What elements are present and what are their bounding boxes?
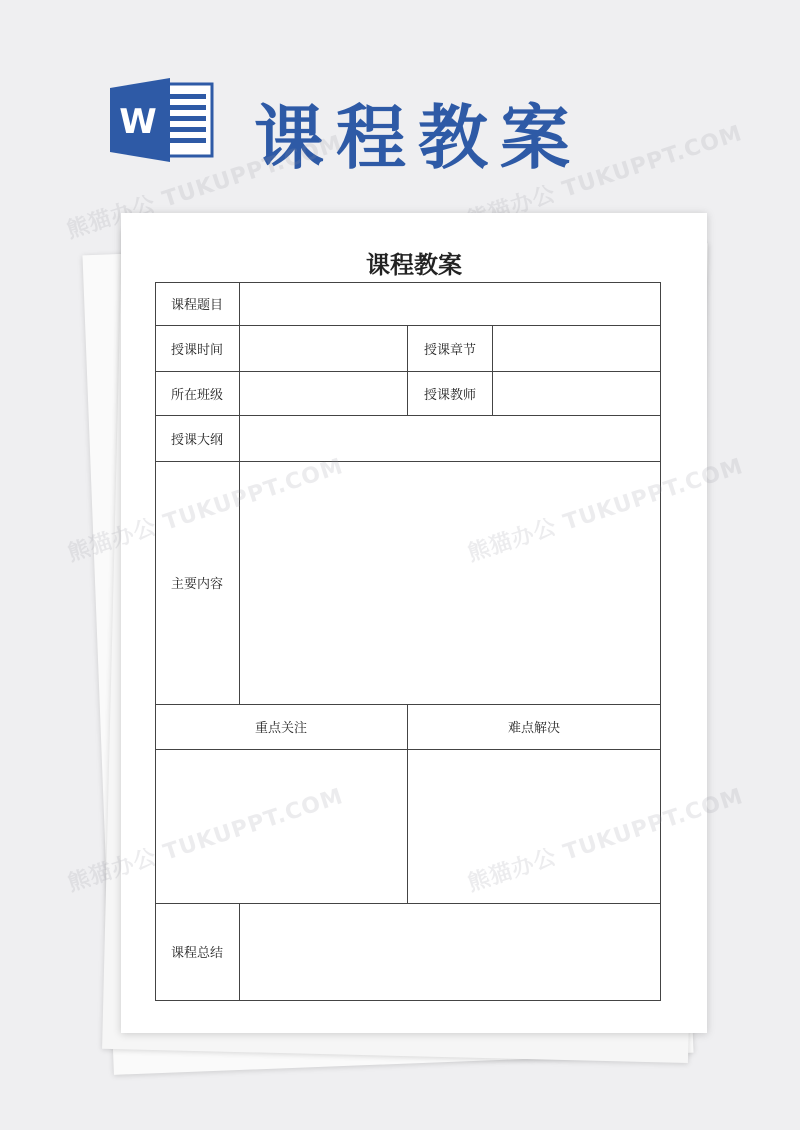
watermark: 熊猫办公 TUKUPPT.COM xyxy=(63,131,346,244)
field-summary[interactable] xyxy=(240,903,660,1000)
label-teacher: 授课教师 xyxy=(423,387,476,403)
field-teacher[interactable] xyxy=(493,371,660,415)
label-summary: 课程总结 xyxy=(170,946,223,961)
document-title: 课程教案 xyxy=(366,251,462,279)
label-main-content: 主要内容 xyxy=(170,577,223,592)
watermark: 熊猫办公 TUKUPPT.COM xyxy=(64,784,347,897)
word-icon xyxy=(110,78,214,162)
label-key-points: 重点关注 xyxy=(254,721,307,736)
watermark: 熊猫办公 TUKUPPT.COM xyxy=(463,121,746,234)
logo-letter: W xyxy=(119,102,157,142)
field-teach-time[interactable] xyxy=(240,325,407,371)
watermark: 熊猫办公 TUKUPPT.COM xyxy=(464,454,747,567)
field-difficulties[interactable] xyxy=(408,749,660,903)
watermark: 熊猫办公 TUKUPPT.COM xyxy=(464,784,747,897)
field-class[interactable] xyxy=(240,371,407,415)
header xyxy=(110,78,630,179)
document-page xyxy=(64,213,747,1033)
field-course-topic[interactable] xyxy=(240,282,660,325)
label-chapter: 授课章节 xyxy=(423,342,476,358)
watermark: 熊猫办公 TUKUPPT.COM xyxy=(64,454,347,567)
field-outline[interactable] xyxy=(240,415,660,461)
label-difficulties: 难点解决 xyxy=(507,721,560,736)
field-main-content[interactable] xyxy=(240,461,660,704)
label-teach-time: 授课时间 xyxy=(170,342,223,358)
label-outline: 授课大纲 xyxy=(170,432,223,448)
header-title: 课程教案 xyxy=(254,97,582,179)
field-key-points[interactable] xyxy=(155,749,407,903)
label-class: 所在班级 xyxy=(170,387,223,403)
field-chapter[interactable] xyxy=(493,325,660,371)
label-course-topic: 课程题目 xyxy=(170,298,223,313)
